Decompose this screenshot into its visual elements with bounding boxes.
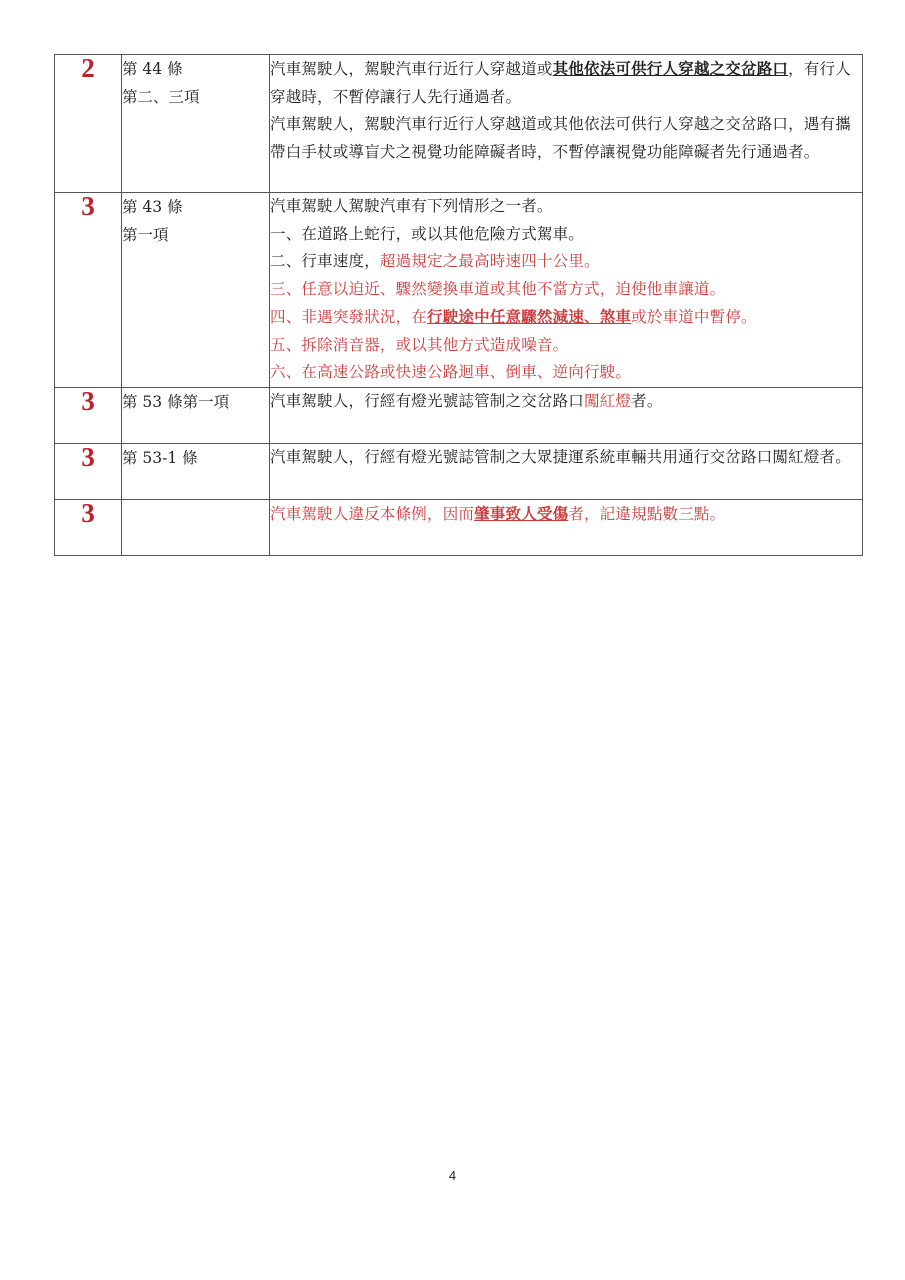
article-cell [122,193,270,388]
article-label: 第 53-1 條 [122,448,198,467]
rule-text-cell [270,387,863,443]
rule-item: 五、拆除消音器，或以其他方式造成噪音。 [270,335,569,354]
rule-text-cell [270,193,863,388]
rule-item [270,248,862,276]
points-cell: 2 [55,55,122,193]
rule-paragraph [270,500,862,529]
points-cell: 3 [55,193,122,388]
rule-text: ，有行人穿越時，不暫停讓行人先行通過者。 [270,60,851,106]
highlighted-text: 闖紅燈 [584,391,632,410]
table-row [55,193,863,388]
rule-text: 四、非遇突發狀況，在 [270,308,428,326]
penalty-points-table [54,54,863,556]
article-label: 第 44 條 [122,60,183,78]
table-row [55,387,863,443]
points-cell: 3 [55,499,122,555]
rule-text-cell [270,55,863,193]
rule-paragraph [270,55,862,111]
rule-paragraph [270,388,862,416]
rule-text: 汽車駕駛人，行經有燈光號誌管制之交岔路口 [270,391,585,410]
emphasized-text: 行駛途中任意驟然減速、煞車 [427,307,632,326]
article-cell [122,387,270,443]
article-label: 第 43 條 [122,198,183,216]
rule-text: 者。 [631,391,663,410]
table-row [55,55,863,193]
points-cell: 3 [55,443,122,499]
table-row [55,443,863,499]
rule-text: 二、行車速度， [270,252,380,270]
rule-item: 三、任意以迫近、驟然變換車道或其他不當方式，迫使他車讓道。 [270,279,726,298]
table-row [55,499,863,555]
article-cell [122,443,270,499]
rule-text-cell [270,443,863,499]
rule-intro: 汽車駕駛人駕駛汽車有下列情形之一者。 [270,197,553,215]
emphasized-text: 肇事致人受傷 [474,503,569,523]
article-cell [122,55,270,193]
article-cell [122,499,270,555]
rule-item: 六、在高速公路或快速公路迴車、倒車、逆向行駛。 [270,363,632,381]
rule-item [270,303,862,332]
rule-item: 一、在道路上蛇行，或以其他危險方式駕車。 [270,224,585,243]
rule-text: 汽車駕駛人，駕駛汽車行近行人穿越道或 [270,60,553,78]
rule-paragraph: 汽車駕駛人，行經有燈光號誌管制之大眾捷運系統車輛共用通行交岔路口闖紅燈者。 [270,447,851,466]
emphasized-text: 其他依法可供行人穿越之交岔路口 [552,59,789,78]
article-clause: 第一項 [122,226,169,244]
rule-text-cell [270,499,863,555]
rule-text: 或於車道中暫停。 [631,308,757,326]
points-cell: 3 [55,387,122,443]
rule-text: 汽車駕駛人違反本條例，因而 [270,504,475,523]
rule-paragraph: 汽車駕駛人，駕駛汽車行近行人穿越道或其他依法可供行人穿越之交岔路口，遇有攜帶白手杖或導盲犬之視覺功能障礙者時，不暫停讓視覺功能障礙者先行通過者。 [270,115,851,161]
article-clause: 第二、三項 [122,88,200,106]
page-number: 4 [448,1168,457,1183]
highlighted-text: 超過規定之最高時速四十公里。 [379,252,600,270]
article-label: 第 53 條第一項 [122,392,230,411]
rule-text: 者，記違規點數三點。 [568,504,726,523]
